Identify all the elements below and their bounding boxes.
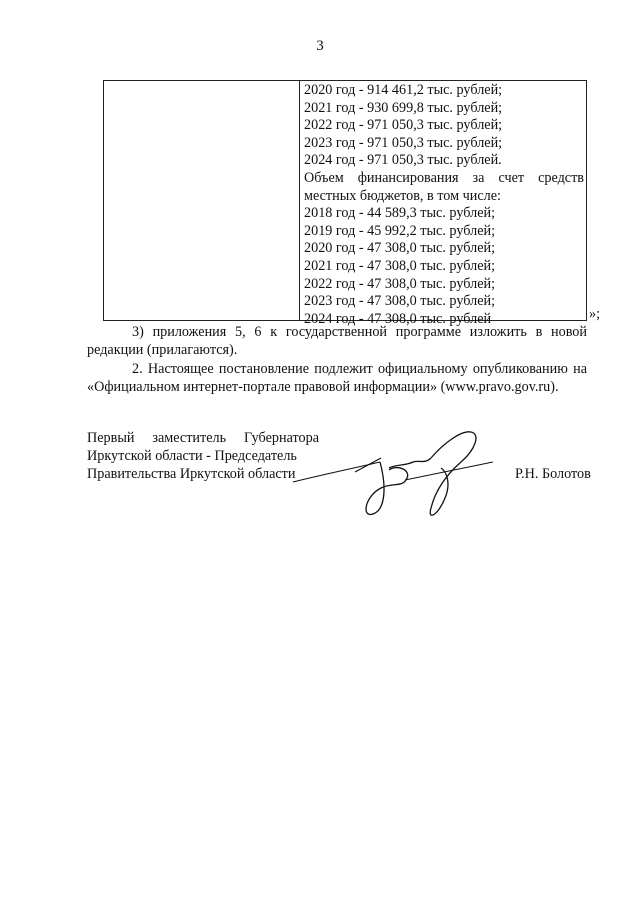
- financing-line: 2022 год - 47 308,0 тыс. рублей;: [304, 275, 496, 292]
- financing-line: 2021 год - 930 699,8 тыс. рублей;: [304, 99, 503, 116]
- financing-table: [103, 80, 587, 327]
- financing-line: 2023 год - 47 308,0 тыс. рублей;: [304, 293, 496, 310]
- item-3-line: редакции (прилагаются).: [87, 341, 238, 358]
- financing-heading-line: Объем финансирования за счет средств: [304, 169, 584, 186]
- item-3-paragraph: [87, 324, 587, 360]
- financing-line: 2023 год - 971 050,3 тыс. рублей;: [304, 134, 503, 151]
- financing-line: 2020 год - 47 308,0 тыс. рублей;: [304, 240, 496, 257]
- financing-line: 2021 год - 47 308,0 тыс. рублей;: [304, 257, 496, 274]
- signatory-title-line: Первый заместитель Губернатора: [87, 430, 319, 446]
- signer-name: Р.Н. Болотов: [515, 466, 591, 482]
- signatory-title-line: Иркутской области - Председатель: [87, 447, 297, 464]
- section-2-line: «Официальном интернет-портале правовой информации» (www.pravo.gov.ru).: [87, 378, 559, 395]
- item-3-line: 3) приложения 5, 6 к государственной программе изложить в новой: [132, 324, 587, 340]
- handwritten-signature: [285, 418, 500, 526]
- financing-line: 2024 год - 47 308,0 тыс. рублей: [304, 310, 492, 327]
- section-2-line: 2. Настоящее постановление подлежит официальному опубликованию на: [132, 361, 587, 377]
- financing-heading-line: местных бюджетов, в том числе:: [304, 187, 501, 204]
- financing-line: 2018 год - 44 589,3 тыс. рублей;: [304, 205, 496, 222]
- table-column-divider: [299, 81, 300, 320]
- page-number: 3: [316, 38, 324, 54]
- financing-line: 2019 год - 45 992,2 тыс. рублей;: [304, 222, 496, 239]
- section-2-paragraph: [87, 361, 587, 397]
- financing-line: 2020 год - 914 461,2 тыс. рублей;: [304, 82, 503, 98]
- financing-line: 2024 год - 971 050,3 тыс. рублей.: [304, 152, 502, 169]
- signatory-title-line: Правительства Иркутской области: [87, 465, 296, 482]
- financing-line: 2022 год - 971 050,3 тыс. рублей;: [304, 117, 503, 134]
- closing-quote: »;: [589, 306, 601, 322]
- financing-cell: [304, 82, 584, 328]
